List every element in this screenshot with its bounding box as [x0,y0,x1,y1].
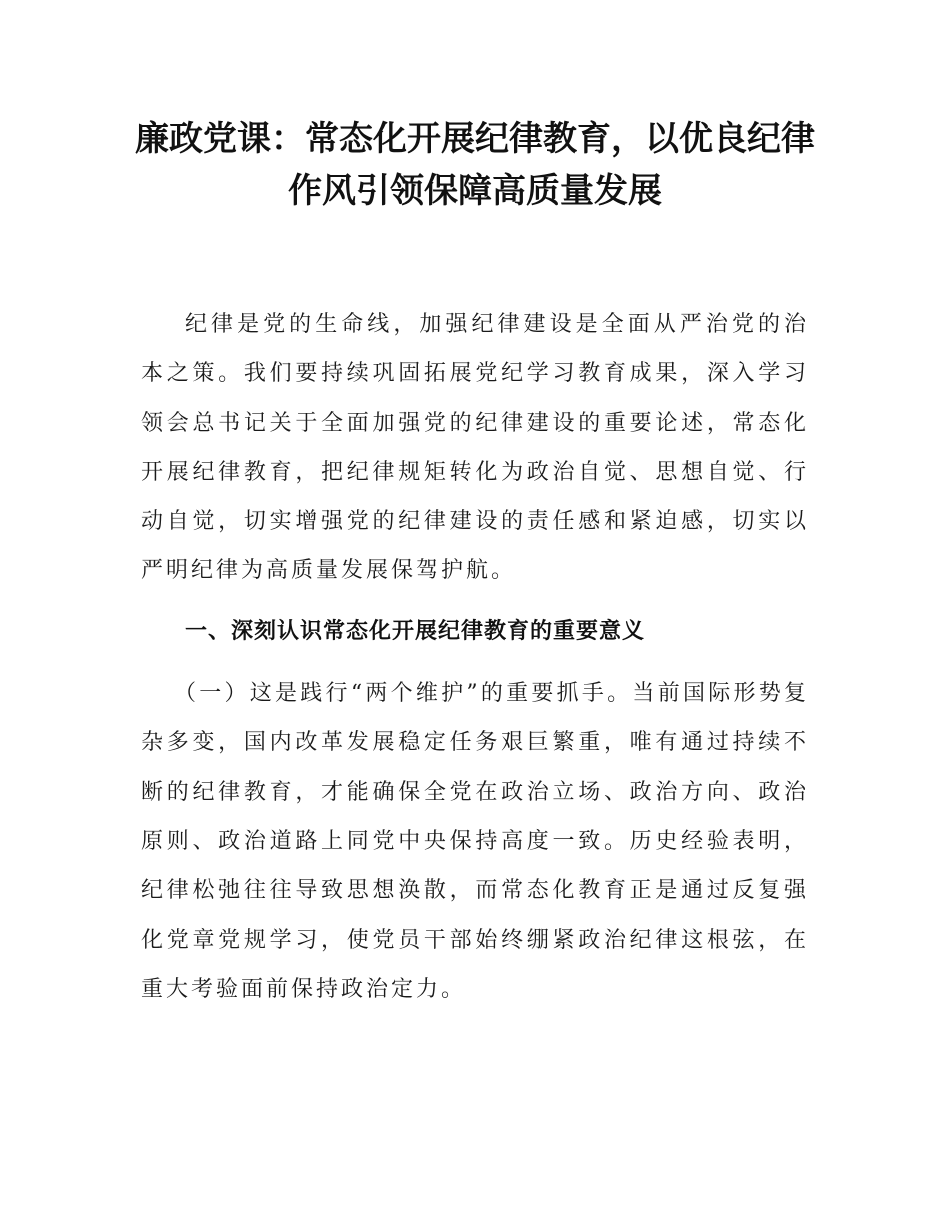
document-title: 廉政党课：常态化开展纪律教育，以优良纪律作风引领保障高质量发展 [135,119,815,211]
document-body [141,300,809,1014]
intro-paragraph: 纪律是党的生命线，加强纪律建设是全面从严治党的治本之策。我们要持续巩固拓展党纪学习教育成果，深入学习领会总书记关于全面加强党的纪律建设的重要论述，常态化开展纪律教育，把纪律规矩转化为政治自觉、思想自觉、行动自觉，切实增强党的纪律建设的责任感和紧迫感，切实以严明纪律为高质量发展保驾护航。 [141,312,809,584]
section-heading: 一、深刻认识常态化开展纪律教育的重要意义 [185,618,646,644]
section-paragraph: （一）这是践行“两个维护”的重要抓手。当前国际形势复杂多变，国内改革发展稳定任务艰巨繁重，唯有通过持续不断的纪律教育，才能确保全党在政治立场、政治方向、政治原则、政治道路上同党中央保持高度一致。历史经验表明，纪律松弛往往导致思想涣散，而常态化教育正是通过反复强化党章党规学习，使党员干部始终绷紧政治纪律这根弦，在重大考验面前保持政治定力。 [141,681,809,1002]
